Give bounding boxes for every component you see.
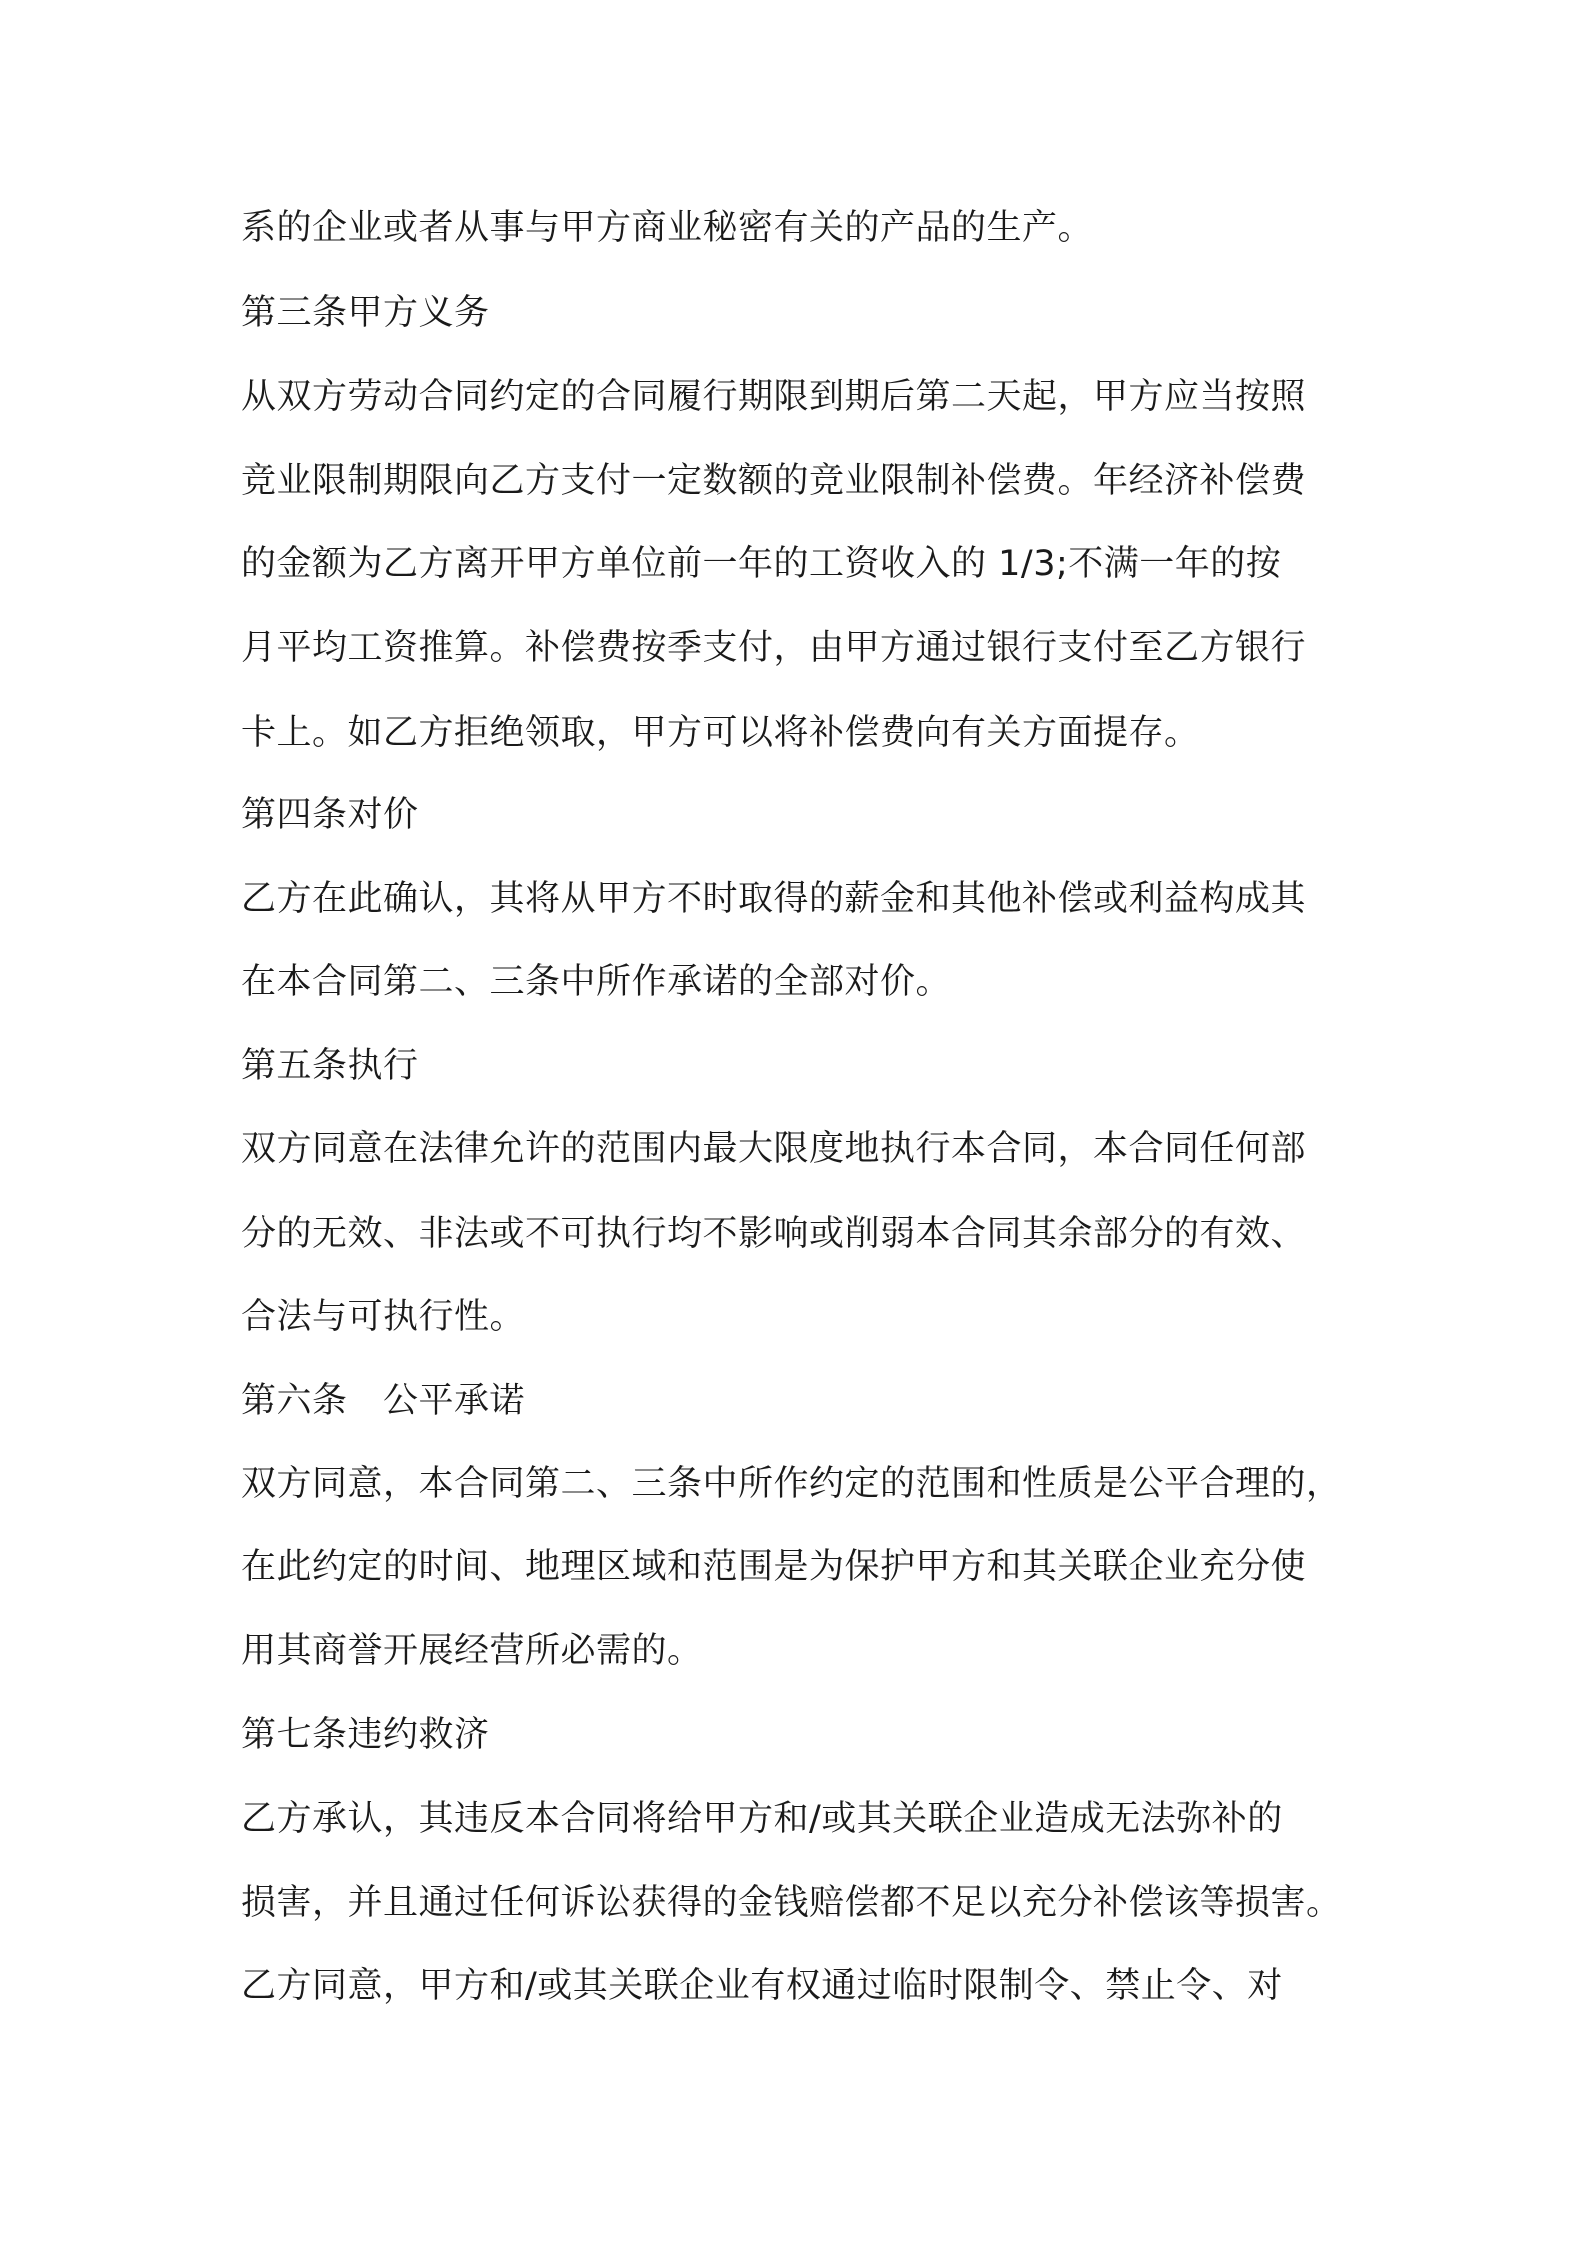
section-heading: 第六条 公平承诺	[241, 1381, 526, 1421]
body-text-line: 卡上。如乙方拒绝领取，甲方可以将补偿费向有关方面提存。	[241, 713, 1200, 753]
body-text-line: 合法与可执行性。	[241, 1297, 526, 1337]
body-text-line: 系的企业或者从事与甲方商业秘密有关的产品的生产。	[241, 208, 1094, 248]
body-text-line: 从双方劳动合同约定的合同履行期限到期后第二天起，甲方应当按照	[241, 377, 1307, 417]
section-heading: 第四条对价	[241, 795, 419, 835]
body-text-line: 在本合同第二、三条中所作承诺的全部对价。	[241, 962, 952, 1002]
section-heading: 第三条甲方义务	[241, 293, 490, 333]
body-text-line: 乙方同意，甲方和/或其关联企业有权通过临时限制令、禁止令、对	[241, 1966, 1283, 2006]
section-heading: 第七条违约救济	[241, 1715, 490, 1755]
body-text-line: 用其商誉开展经营所必需的。	[241, 1631, 703, 1671]
body-text-line: 乙方在此确认，其将从甲方不时取得的薪金和其他补偿或利益构成其	[241, 879, 1307, 919]
body-text-line: 的金额为乙方离开甲方单位前一年的工资收入的 1/3;不满一年的按	[241, 544, 1282, 584]
body-text-line: 月平均工资推算。补偿费按季支付，由甲方通过银行支付至乙方银行	[241, 628, 1307, 668]
body-text-line: 分的无效、非法或不可执行均不影响或削弱本合同其余部分的有效、	[241, 1214, 1307, 1254]
body-text-line: 双方同意，本合同第二、三条中所作约定的范围和性质是公平合理的，	[241, 1464, 1342, 1504]
body-text-line: 在此约定的时间、地理区域和范围是为保护甲方和其关联企业充分使	[241, 1547, 1307, 1587]
body-text-line: 双方同意在法律允许的范围内最大限度地执行本合同，本合同任何部	[241, 1129, 1307, 1169]
body-text-line: 损害，并且通过任何诉讼获得的金钱赔偿都不足以充分补偿该等损害。	[241, 1883, 1342, 1923]
body-text-line: 乙方承认，其违反本合同将给甲方和/或其关联企业造成无法弥补的	[241, 1799, 1283, 1839]
section-heading: 第五条执行	[241, 1046, 419, 1086]
body-text-line: 竞业限制期限向乙方支付一定数额的竞业限制补偿费。年经济补偿费	[241, 461, 1307, 501]
